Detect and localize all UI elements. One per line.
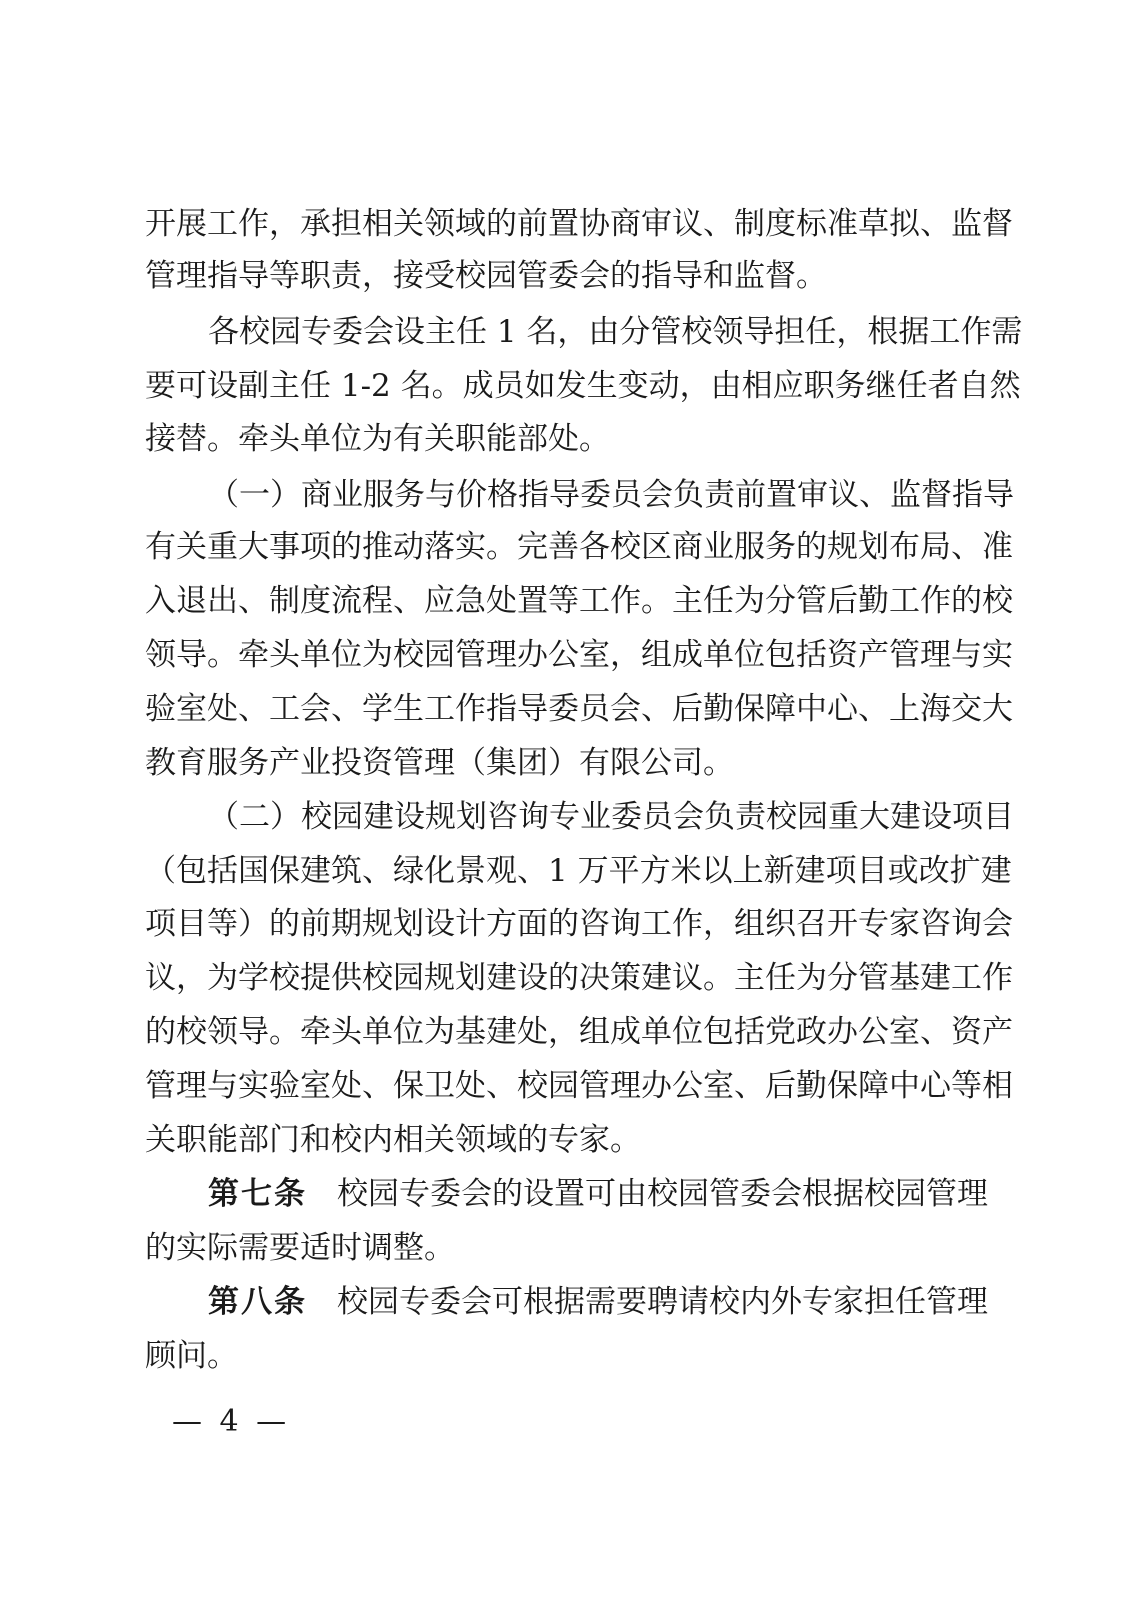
paragraph-line: （包括国保建筑、绿化景观、1 万平方米以上新建项目或改扩建 <box>145 853 1012 889</box>
paragraph-line: 各校园专委会设主任 1 名，由分管校领导担任，根据工作需 <box>208 314 1023 350</box>
article-7-continuation: 的实际需要适时调整。 <box>145 1230 455 1266</box>
paragraph-line: 入退出、制度流程、应急处置等工作。主任为分管后勤工作的校 <box>145 583 1013 619</box>
paragraph-line: 要可设副主任 1-2 名。成员如发生变动，由相应职务继任者自然 <box>145 368 1021 404</box>
paragraph-line: 关职能部门和校内相关领域的专家。 <box>145 1122 641 1158</box>
paragraph-line: （二）校园建设规划咨询专业委员会负责校园重大建设项目 <box>208 799 1014 835</box>
paragraph-line: （一）商业服务与价格指导委员会负责前置审议、监督指导 <box>208 477 1014 513</box>
article-8-heading: 第八条 <box>208 1284 307 1320</box>
article-8-continuation: 顾问。 <box>145 1338 238 1374</box>
article-7-text: 校园专委会的设置可由校园管委会根据校园管理 <box>337 1176 988 1212</box>
article-8 <box>208 1273 988 1331</box>
article-7 <box>208 1165 988 1223</box>
paragraph-line: 项目等）的前期规划设计方面的咨询工作，组织召开专家咨询会 <box>145 906 1013 942</box>
paragraph-line: 领导。牵头单位为校园管理办公室，组成单位包括资产管理与实 <box>145 637 1013 673</box>
page-number: — 4 — <box>172 1404 291 1439</box>
paragraph-line: 有关重大事项的推动落实。完善各校区商业服务的规划布局、准 <box>145 529 1013 565</box>
paragraph-line: 议，为学校提供校园规划建设的决策建议。主任为分管基建工作 <box>145 960 1013 996</box>
paragraph-line: 管理与实验室处、保卫处、校园管理办公室、后勤保障中心等相 <box>145 1068 1013 1104</box>
paragraph-line: 管理指导等职责，接受校园管委会的指导和监督。 <box>145 258 827 294</box>
article-7-heading: 第七条 <box>208 1176 307 1212</box>
paragraph-line: 接替。牵头单位为有关职能部处。 <box>145 421 610 457</box>
paragraph-line: 开展工作，承担相关领域的前置协商审议、制度标准草拟、监督 <box>145 206 1013 242</box>
paragraph-line: 的校领导。牵头单位为基建处，组成单位包括党政办公室、资产 <box>145 1014 1013 1050</box>
article-8-text: 校园专委会可根据需要聘请校内外专家担任管理 <box>337 1284 988 1320</box>
paragraph-line: 教育服务产业投资管理（集团）有限公司。 <box>145 745 734 781</box>
paragraph-line: 验室处、工会、学生工作指导委员会、后勤保障中心、上海交大 <box>145 691 1013 727</box>
